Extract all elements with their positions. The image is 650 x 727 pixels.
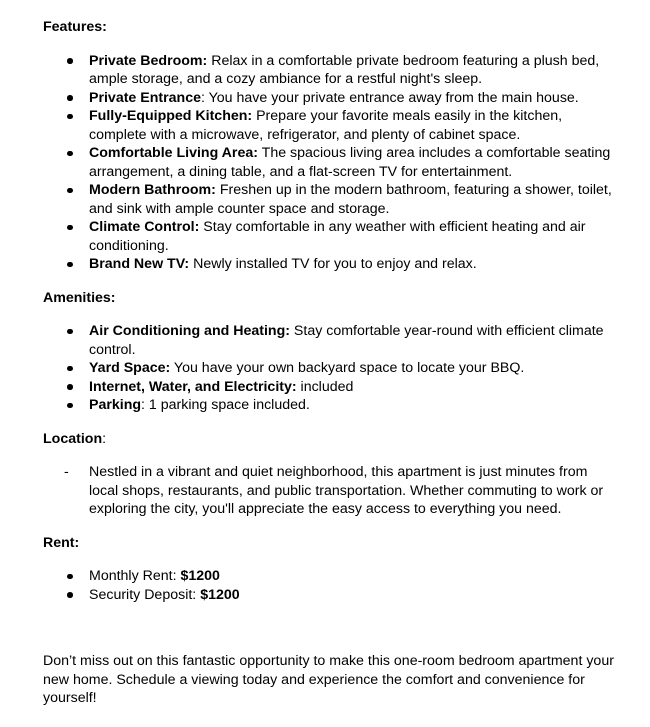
item-text: Stay comfortable in any weather with efficient heating and air conditioning. [89, 219, 586, 254]
item-text: : 1 parking space included. [141, 397, 310, 413]
item-text: Freshen up in the modern bathroom, featuring a shower, toilet, and sink with ample counter space and storage. [89, 182, 612, 217]
location-text: Nestled in a vibrant and quiet neighborhood, this apartment is just minutes from local shops, restaurants, and public transportation. Whether commuting to work or exploring the city, you'll appreciate the easy access to everything you need. [89, 464, 604, 517]
rent-list [43, 567, 620, 604]
item-text: Prepare your favorite meals easily in the kitchen, complete with a microwave, refrigerator, and plenty of cabinet space. [89, 108, 563, 143]
list-item [43, 218, 620, 255]
item-label: Yard Space: [89, 360, 171, 376]
features-heading: Features: [43, 19, 107, 35]
item-label: Parking [89, 397, 142, 413]
item-text: included [296, 378, 354, 395]
amenities-list [43, 322, 620, 415]
list-item [43, 567, 620, 586]
item-text: Newly installed TV for you to enjoy and relax. [189, 256, 477, 272]
deposit-label: Security Deposit: [89, 586, 201, 603]
closing-paragraph: Don’t miss out on this fantastic opportunity to make this one-room bedroom apartment your new home. Schedule a viewing today and experience the comfort and convenience for yourself! [43, 653, 614, 706]
location-heading: Location: [43, 430, 107, 447]
features-list [43, 52, 620, 274]
item-text: You have your own backyard space to locate your BBQ. [170, 360, 525, 376]
rent-value: $1200 [180, 568, 220, 584]
list-item [43, 322, 620, 359]
list-item [43, 396, 620, 415]
item-text: : You have your private entrance away from the main house. [200, 89, 579, 106]
item-label: Private Bedroom: [89, 52, 208, 69]
item-label: Fully-Equipped Kitchen: [89, 108, 253, 124]
list-item [43, 378, 620, 397]
item-label: Climate Control: [89, 219, 200, 235]
list-item [43, 52, 620, 89]
item-text: Stay comfortable year-round with efficient climate control. [89, 323, 604, 358]
item-label: Internet, Water, and Electricity: [89, 378, 297, 395]
list-item [43, 107, 620, 144]
list-item [43, 359, 620, 378]
location-list [43, 463, 620, 519]
list-item [43, 255, 620, 274]
dash-bullet: - [64, 464, 69, 480]
item-text: Relax in a comfortable private bedroom featuring a plush bed, ample storage, and a cozy ambiance for a restful night's sleep. [89, 52, 600, 87]
rent-heading: Rent: [43, 534, 80, 551]
list-item [43, 89, 620, 108]
list-item [43, 181, 620, 218]
amenities-heading: Amenities: [43, 289, 116, 306]
item-label: Modern Bathroom: [89, 182, 216, 198]
item-label: Comfortable Living Area: [89, 145, 258, 161]
item-label: Air Conditioning and Heating: [89, 323, 290, 339]
list-item [43, 586, 620, 605]
rent-label: Monthly Rent: [89, 568, 181, 584]
item-text: The spacious living area includes a comfortable seating arrangement, a dining table, and a flat-screen TV for entertainment. [89, 145, 611, 180]
deposit-value: $1200 [200, 586, 240, 603]
item-label: Private Entrance [89, 89, 201, 106]
list-item [43, 463, 620, 519]
list-item [43, 144, 620, 181]
item-label: Brand New TV: [89, 256, 190, 272]
